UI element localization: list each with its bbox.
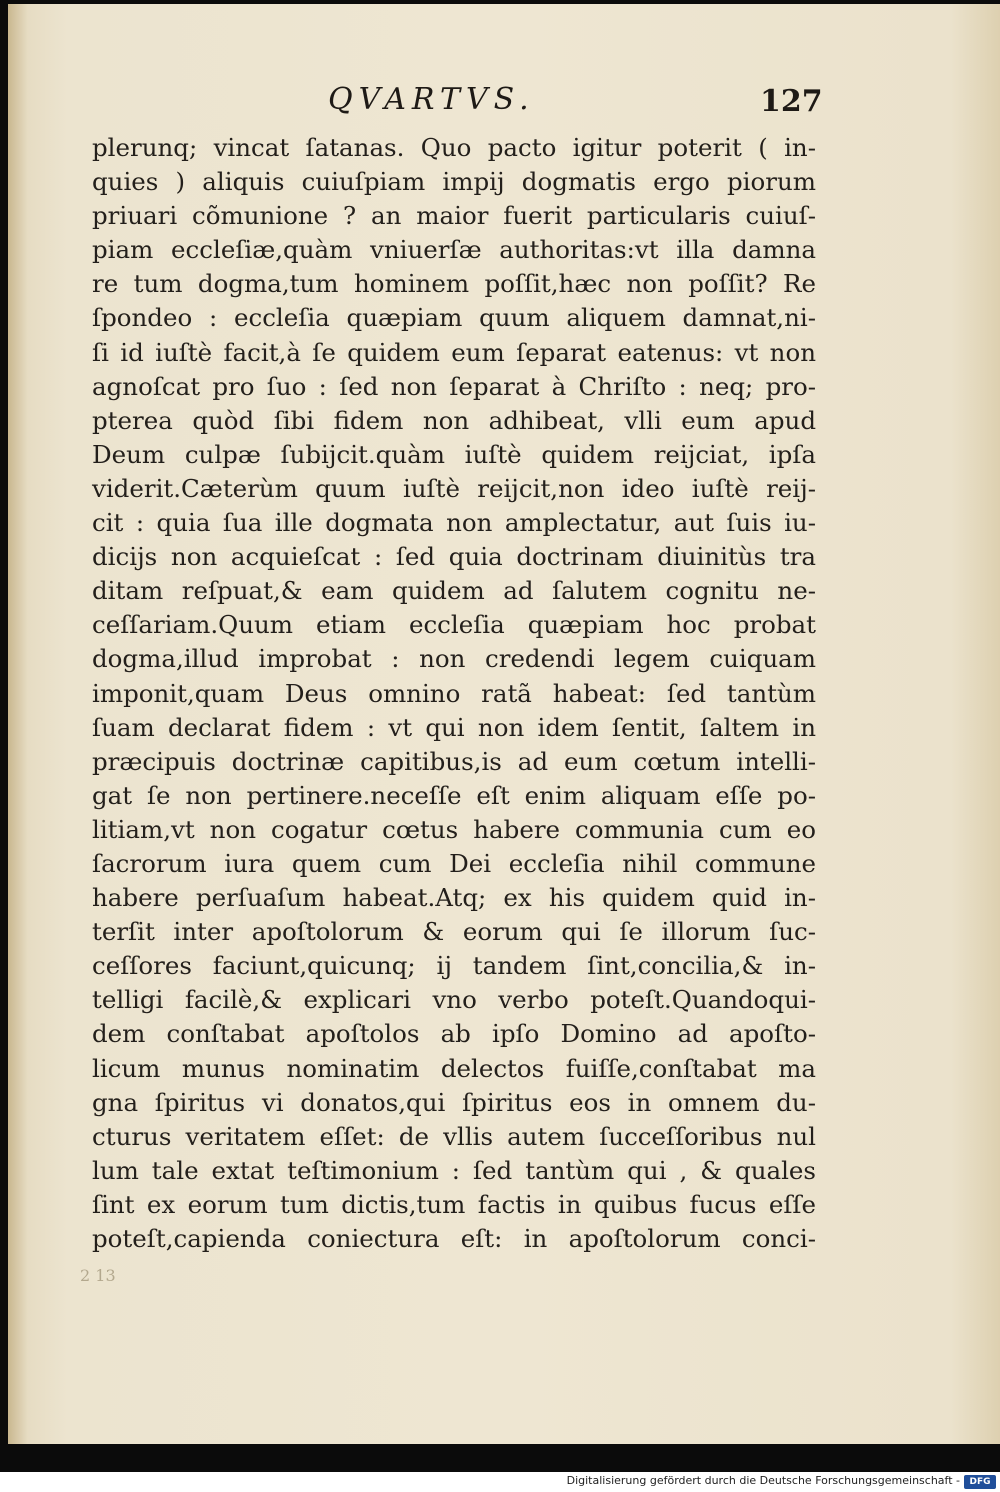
text-line: dogma,illud improbat : non credendi legem cuiquam xyxy=(92,644,816,674)
footer-bar xyxy=(0,1472,1000,1492)
page-header xyxy=(8,82,1000,122)
dfg-logo-icon: DFG xyxy=(964,1475,996,1489)
text-line: cturus veritatem eſſet: de vllis autem ſucceſſoribus nul xyxy=(92,1121,816,1151)
text-line: cit : quia ſua ille dogmata non amplectatur, aut ſuis iu- xyxy=(92,508,816,538)
margin-mark: 2 13 xyxy=(80,1266,116,1285)
text-line: habere perſuaſum habeat.Atq; ex his quidem quid in- xyxy=(92,883,816,913)
book-page xyxy=(8,4,1000,1444)
text-line: piam eccleſiæ,quàm vniuerſæ authoritas:vt illa damna xyxy=(92,235,816,265)
text-line: litiam,vt non cogatur cœtus habere communia cum eo xyxy=(92,814,816,844)
body-text xyxy=(92,131,816,1256)
text-line: gat ſe non pertinere.neceſſe eſt enim aliquam eſſe po- xyxy=(92,780,816,810)
text-line: agnoſcat pro ſuo : ſed non ſeparat à Chriſto : neq; pro- xyxy=(92,371,816,401)
text-line: ditam reſpuat,& eam quidem ad ſalutem cognitu ne- xyxy=(92,576,816,606)
text-line: telligi facilè,& explicari vno verbo poteſt.Quandoqui- xyxy=(92,985,816,1015)
text-line: gna ſpiritus vi donatos,qui ſpiritus eos in omnem du- xyxy=(92,1087,816,1117)
text-line: lum tale extat teſtimonium : ſed tantùm qui , & quales xyxy=(92,1155,816,1185)
page-number: 127 xyxy=(760,84,823,119)
text-line: quies ) aliquis cuiuſpiam impij dogmatis ergo piorum xyxy=(92,167,816,197)
text-line: poteſt,capienda coniectura eſt: in apoſtolorum conci- xyxy=(92,1224,816,1253)
text-line: ceſſores faciunt,quicunq; ij tandem ſint,concilia,& in- xyxy=(92,951,816,981)
text-line: dicijs non acquieſcat : ſed quia doctrinam diuinitùs tra xyxy=(92,542,816,572)
funding-credit: Digitalisierung gefördert durch die Deutsche Forschungsgemeinschaft - xyxy=(566,1474,960,1487)
text-line: dem conſtabat apoſtolos ab ipſo Domino ad apoſto- xyxy=(92,1019,816,1049)
running-head: QVARTVS. xyxy=(328,82,535,117)
text-line: ſuam declarat fidem : vt qui non idem ſentit, ſaltem in xyxy=(92,712,816,742)
text-line: ceſſariam.Quum etiam eccleſia quæpiam hoc probat xyxy=(92,610,816,640)
text-line: Deum culpæ ſubijcit.quàm iuſtè quidem reijciat, ipſa xyxy=(92,439,816,469)
text-line: imponit,quam Deus omnino ratã habeat: ſed tantùm xyxy=(92,678,816,708)
text-line: ſint ex eorum tum dictis,tum factis in quibus fucus eſſe xyxy=(92,1189,816,1219)
text-line: pterea quòd ſibi fidem non adhibeat, vlli eum apud xyxy=(92,405,816,435)
text-line: re tum dogma,tum hominem poſſit,hæc non poſſit? Re xyxy=(92,269,816,299)
text-line: ſpondeo : eccleſia quæpiam quum aliquem damnat,ni- xyxy=(92,303,816,333)
text-line: plerunq; vincat ſatanas. Quo pacto igitur poterit ( in- xyxy=(92,133,816,162)
text-line: priuari cõmunione ? an maior fuerit particularis cuiuſ- xyxy=(92,201,816,231)
text-line: ſi id iuſtè facit,à ſe quidem eum ſeparat eatenus: vt non xyxy=(92,337,816,367)
text-line: præcipuis doctrinæ capitibus,is ad eum cœtum intelli- xyxy=(92,746,816,776)
text-line: terſit inter apoſtolorum & eorum qui ſe illorum ſuc- xyxy=(92,917,816,947)
text-line: viderit.Cæterùm quum iuſtè reijcit,non ideo iuſtè reij- xyxy=(92,473,816,503)
text-line: ſacrorum iura quem cum Dei eccleſia nihil commune xyxy=(92,848,816,878)
text-line: licum munus nominatim delectos fuiſſe,conſtabat ma xyxy=(92,1053,816,1083)
